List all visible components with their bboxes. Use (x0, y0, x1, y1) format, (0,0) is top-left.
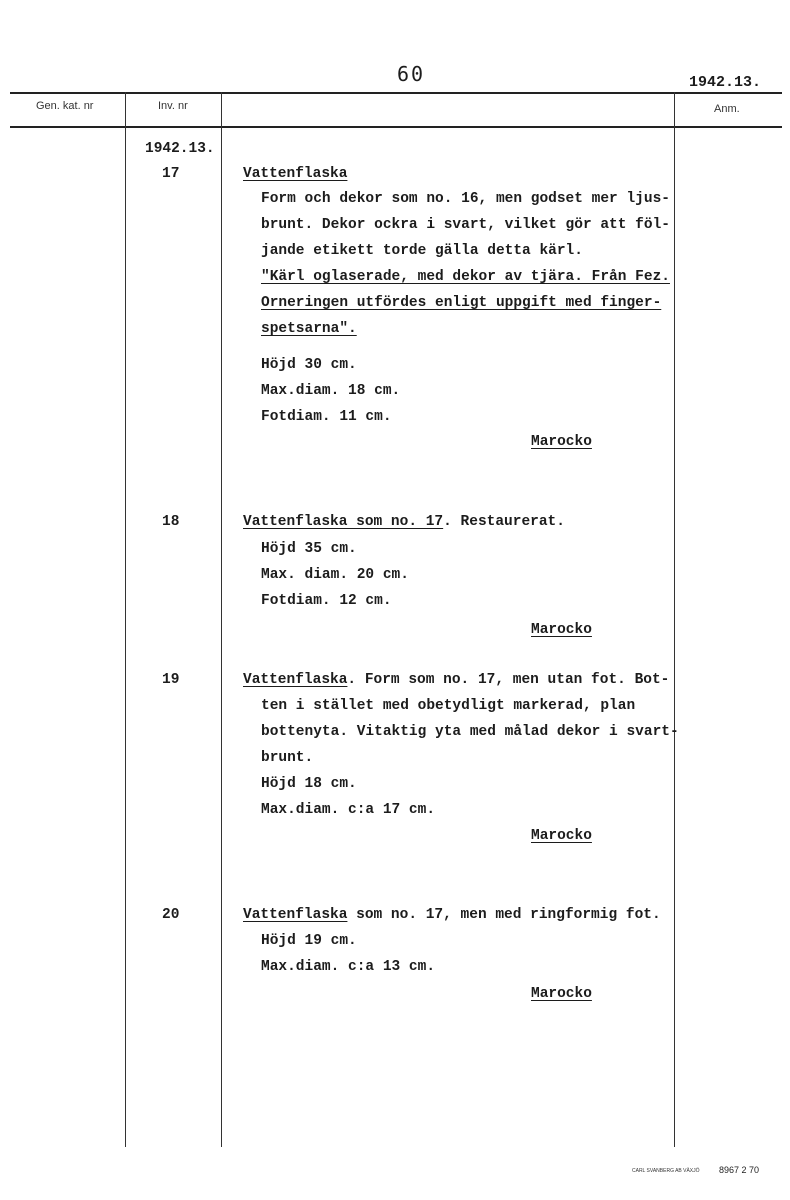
entry-title: Vattenflaska (243, 907, 348, 923)
max-diameter-measure: Max.diam. c:a 17 cm. (261, 802, 436, 818)
description-line: bottenyta. Vitaktig yta med målad dekor i svart- (261, 724, 679, 740)
inventory-number: 19 (162, 672, 180, 688)
header-ref: 1942.13. (689, 74, 762, 91)
foot-diameter-measure: Fotdiam. 11 cm. (261, 409, 392, 425)
column-divider-3 (674, 92, 675, 1147)
max-diameter-measure: Max. diam. 20 cm. (261, 567, 409, 583)
inventory-number: 18 (162, 514, 180, 530)
height-measure: Höjd 18 cm. (261, 776, 357, 792)
origin: Marocko (531, 986, 592, 1002)
origin: Marocko (531, 434, 592, 450)
series-label: 1942.13. (145, 141, 215, 157)
entry-heading (243, 514, 565, 530)
column-header-gen-kat-nr: Gen. kat. nr (36, 100, 94, 112)
entry-heading (243, 907, 661, 923)
quoted-label-line: Orneringen utfördes enligt uppgift med finger- (261, 295, 662, 311)
quoted-label-line: spetsarna". (261, 321, 357, 337)
description-line: jande etikett torde gälla detta kärl. (261, 243, 583, 259)
max-diameter-measure: Max.diam. c:a 13 cm. (261, 959, 436, 975)
description-line: ten i stället med obetydligt markerad, plan (261, 698, 636, 714)
column-divider-2 (221, 92, 222, 1147)
origin: Marocko (531, 828, 592, 844)
description-line: brunt. (261, 750, 314, 766)
max-diameter-measure: Max.diam. 18 cm. (261, 383, 401, 399)
form-code: 8967 2 70 (719, 1165, 760, 1175)
entry-title: Vattenflaska (243, 672, 348, 688)
quoted-label-line: "Kärl oglaserade, med dekor av tjära. Från Fez. (261, 269, 670, 285)
column-header-anm: Anm. (714, 103, 740, 115)
description-line: Form och dekor som no. 16, men godset mer ljus- (261, 191, 670, 207)
origin: Marocko (531, 622, 592, 638)
column-divider-1 (125, 92, 126, 1147)
entry-title-rest: . Restaurerat. (443, 514, 565, 530)
height-measure: Höjd 35 cm. (261, 541, 357, 557)
entry-title: Vattenflaska som no. 17 (243, 514, 444, 530)
column-header-inv-nr: Inv. nr (158, 100, 188, 112)
height-measure: Höjd 19 cm. (261, 933, 357, 949)
entry-title-rest: . Form som no. 17, men utan fot. Bot- (347, 672, 670, 688)
entry-title: Vattenflaska (243, 166, 348, 182)
description-line: brunt. Dekor ockra i svart, vilket gör att föl- (261, 217, 670, 233)
foot-diameter-measure: Fotdiam. 12 cm. (261, 593, 392, 609)
inventory-number: 17 (162, 166, 180, 182)
printer-imprint: CARL SVANBERG AB VÄXJÖ (632, 1168, 700, 1174)
page-number: 60 (397, 62, 426, 86)
height-measure: Höjd 30 cm. (261, 357, 357, 373)
entry-heading (243, 672, 669, 688)
entry-title-rest: som no. 17, men med ringformig fot. (347, 907, 661, 923)
inventory-number: 20 (162, 907, 180, 923)
